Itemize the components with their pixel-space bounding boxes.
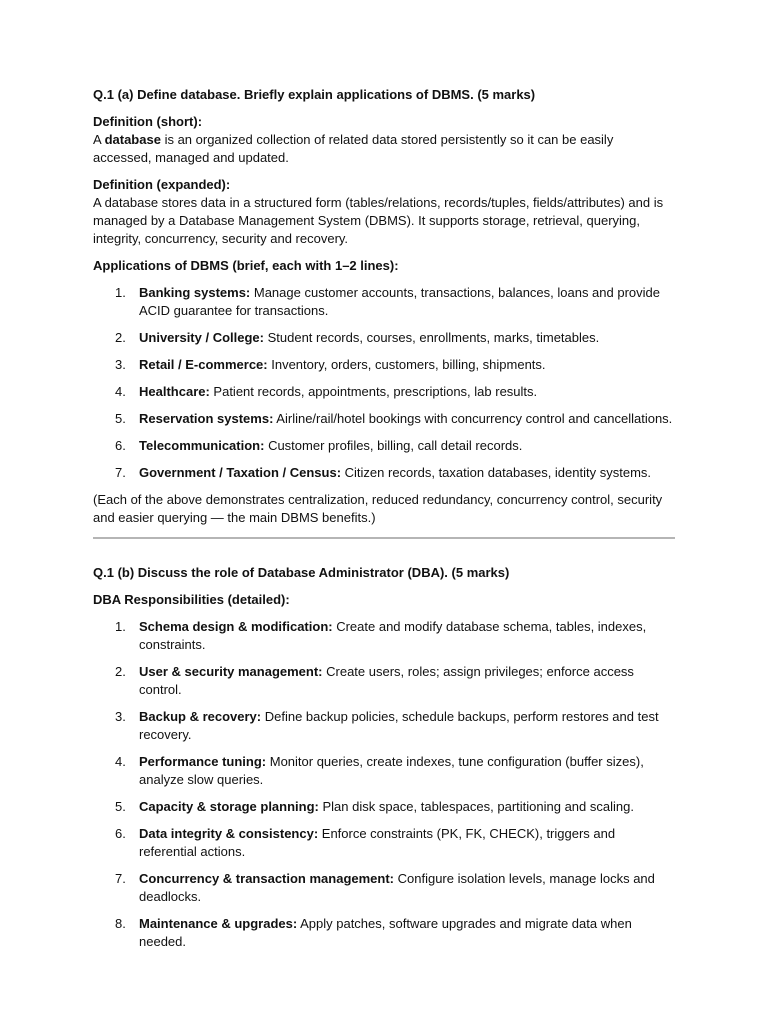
list-item [93,410,675,428]
list-item [93,915,675,951]
list-item [93,663,675,699]
list-item [93,284,675,320]
list-item-number: 7. [115,871,126,886]
definition-short-prefix: A [93,132,105,147]
applications-heading: Applications of DBMS (brief, each with 1–2 lines): [93,258,399,273]
section-divider [93,537,675,539]
list-item-number: 4. [115,754,126,769]
list-item-term: Performance tuning: [139,754,267,769]
list-item-term: Backup & recovery: [139,709,262,724]
list-item-number: 6. [115,826,126,841]
dba-responsibilities-heading: DBA Responsibilities (detailed): [93,592,290,607]
definition-expanded-heading: Definition (expanded): [93,177,231,192]
definition-short-rest: is an organized collection of related data stored persistently so it can be easily accessed, managed and updated. [93,132,614,165]
list-item-text: Define backup policies, schedule backups, perform restores and test recovery. [139,709,659,742]
list-item-term: Schema design & modification: [139,619,333,634]
list-item [93,356,675,374]
list-item [93,825,675,861]
definition-short-text [93,131,675,167]
list-item-term: Telecommunication: [139,438,265,453]
section-b-title: Q.1 (b) Discuss the role of Database Administrator (DBA). (5 marks) [93,565,510,580]
list-item-number: 4. [115,384,126,399]
list-item-text: Manage customer accounts, transactions, balances, loans and provide ACID guarantee for transactions. [139,285,661,318]
list-item-number: 5. [115,411,126,426]
list-item-number: 3. [115,357,126,372]
list-item [93,618,675,654]
list-item [93,383,675,401]
list-item-text: Plan disk space, tablespaces, partitioning and scaling. [318,799,634,814]
list-item-text: Citizen records, taxation databases, identity systems. [341,465,652,480]
list-item-text: Patient records, appointments, prescriptions, lab results. [209,384,538,399]
list-item-number: 5. [115,799,126,814]
applications-list [93,284,675,482]
list-item [93,437,675,455]
list-item-number: 2. [115,330,126,345]
list-item-text: Create and modify database schema, tables, indexes, constraints. [139,619,647,652]
list-item-text: Enforce constraints (PK, FK, CHECK), triggers and referential actions. [139,826,616,859]
list-item [93,329,675,347]
document-page [93,86,675,960]
list-item [93,753,675,789]
list-item-term: Maintenance & upgrades: [139,916,298,931]
list-item-number: 8. [115,916,126,931]
list-item-term: User & security management: [139,664,323,679]
list-item-number: 2. [115,664,126,679]
list-item-term: Government / Taxation / Census: [139,465,342,480]
list-item [93,870,675,906]
list-item-text: Customer profiles, billing, call detail records. [264,438,523,453]
list-item-text: Create users, roles; assign privileges; enforce access control. [139,664,634,697]
definition-expanded-text: A database stores data in a structured form (tables/relations, records/tuples, fields/attributes) and is managed by a Database Management System (DBMS). It supports storage, retrieval, querying, integrity, concurrency, security and recovery. [93,195,664,246]
list-item [93,798,675,816]
list-item-term: University / College: [139,330,264,345]
list-item-text: Inventory, orders, customers, billing, shipments. [267,357,546,372]
list-item-number: 3. [115,709,126,724]
list-item-text: Apply patches, software upgrades and migrate data when needed. [139,916,632,949]
applications-closing-note: (Each of the above demonstrates centralization, reduced redundancy, concurrency control, security and easier querying — the main DBMS benefits.) [93,492,663,525]
list-item-text: Monitor queries, create indexes, tune configuration (buffer sizes), analyze slow queries. [139,754,644,787]
list-item-term: Data integrity & consistency: [139,826,319,841]
list-item-number: 1. [115,619,126,634]
dba-responsibilities-list [93,618,675,951]
list-item-text: Airline/rail/hotel bookings with concurrency control and cancellations. [273,411,673,426]
list-item-term: Retail / E-commerce: [139,357,268,372]
list-item-number: 1. [115,285,126,300]
list-item-term: Concurrency & transaction management: [139,871,395,886]
definition-short-heading: Definition (short): [93,114,203,129]
definition-short-term: database [104,132,161,147]
list-item-term: Healthcare: [139,384,210,399]
list-item-text: Configure isolation levels, manage locks and deadlocks. [139,871,655,904]
list-item-term: Reservation systems: [139,411,274,426]
list-item-term: Capacity & storage planning: [139,799,319,814]
list-item-number: 6. [115,438,126,453]
list-item-text: Student records, courses, enrollments, marks, timetables. [263,330,600,345]
list-item-number: 7. [115,465,126,480]
list-item [93,708,675,744]
section-a-title: Q.1 (a) Define database. Briefly explain applications of DBMS. (5 marks) [93,87,536,102]
list-item [93,464,675,482]
list-item-term: Banking systems: [139,285,251,300]
